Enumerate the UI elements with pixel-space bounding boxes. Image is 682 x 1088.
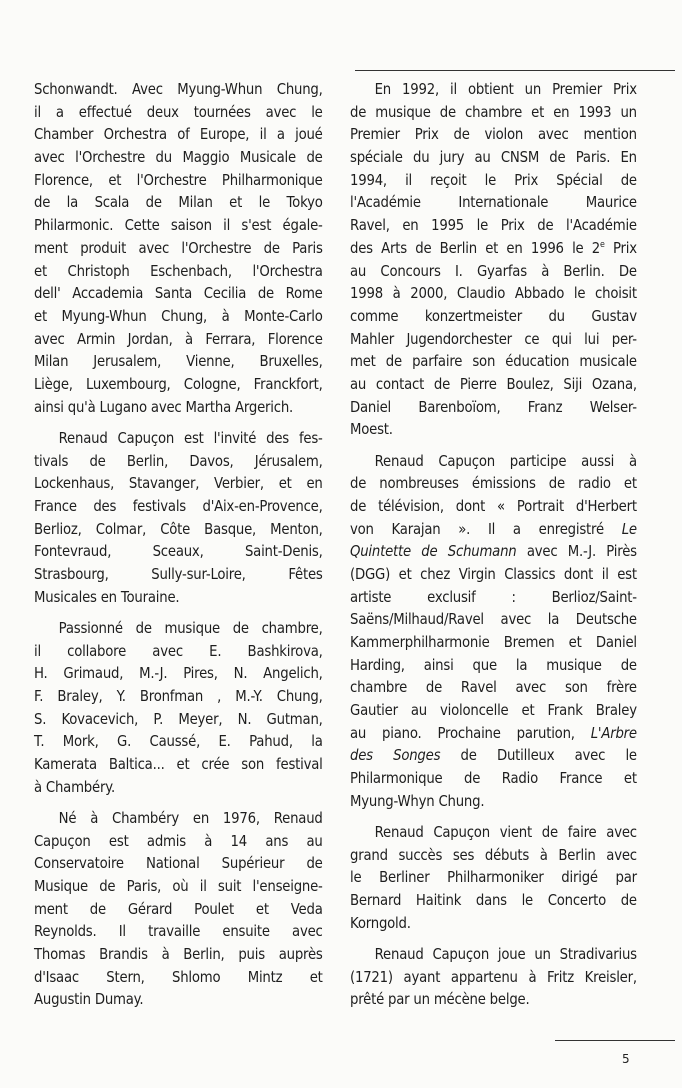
- text-line: ainsi qu'à Lugano avec Martha Argerich.: [34, 397, 294, 416]
- text-line: Florence, et l'Orchestre Philharmonique: [34, 170, 323, 189]
- bottom-rule: [555, 1040, 675, 1041]
- text-line: ment de Gérard Poulet et Veda: [34, 899, 323, 918]
- text-line: le Berliner Philharmoniker dirigé par: [350, 868, 637, 887]
- text-line: au piano. Prochaine parution, L'Arbre: [350, 723, 637, 742]
- text-line: Conservatoire National Supérieur de: [34, 854, 323, 873]
- text-line: dell' Accademia Santa Cecilia de Rome: [34, 284, 323, 303]
- text-line: 1994, il reçoit le Prix Spécial de: [350, 170, 637, 189]
- text-line: Mahler Jugendorchester ce qui lui per-: [350, 329, 637, 348]
- text-line: Harding, ainsi que la musique de: [350, 655, 637, 674]
- text-line: l'Académie Internationale Maurice: [350, 193, 637, 212]
- text-line: En 1992, il obtient un Premier Prix: [374, 80, 637, 98]
- text-line: Premier Prix de violon avec mention: [350, 125, 637, 144]
- text-line: tivals de Berlin, Davos, Jérusalem,: [34, 451, 323, 470]
- text-line: Gautier au violoncelle et Frank Braley: [350, 701, 637, 720]
- text-line: comme konzertmeister du Gustav: [350, 306, 637, 325]
- text-line: Capuçon est admis à 14 ans au: [34, 831, 323, 850]
- left-column: [34, 78, 323, 1011]
- text-line: il collabore avec E. Bashkirova,: [34, 641, 323, 660]
- text-line: Kamerata Baltica... et crée son festival: [34, 754, 323, 773]
- text-line: Chamber Orchestra of Europe, il a joué: [34, 125, 323, 144]
- text-line: Liège, Luxembourg, Cologne, Franckfort,: [34, 374, 323, 393]
- left-paragraph: [34, 807, 323, 1011]
- text-line: (DGG) et chez Virgin Classics dont il est: [350, 564, 637, 583]
- text-line: Renaud Capuçon est l'invité des fes-: [58, 428, 323, 447]
- text-line: chambre de Ravel avec son frère: [350, 678, 637, 697]
- text-line: Renaud Capuçon joue un Stradivarius: [374, 944, 637, 963]
- text-line: Thomas Brandis à Berlin, puis auprès: [34, 944, 323, 963]
- right-paragraph: [350, 943, 637, 1011]
- text-line: Myung-Whyn Chung.: [350, 791, 485, 810]
- text-line: au contact de Pierre Boulez, Siji Ozana,: [350, 374, 637, 393]
- right-paragraph: [350, 821, 637, 934]
- text-line: Korngold.: [350, 913, 411, 932]
- left-paragraph: [34, 617, 323, 799]
- text-line: Moest.: [350, 420, 393, 439]
- text-line: Renaud Capuçon participe aussi à: [374, 451, 637, 470]
- text-line: Ravel, en 1995 le Prix de l'Académie: [350, 216, 637, 235]
- text-line: Reynolds. Il travaille ensuite avec: [34, 922, 323, 941]
- text-line: T. Mork, G. Caussé, E. Pahud, la: [34, 732, 323, 751]
- text-line: Renaud Capuçon vient de faire avec: [374, 823, 637, 841]
- page-number: 5: [622, 1052, 630, 1066]
- text-line: d'Isaac Stern, Shlomo Mintz et: [34, 967, 323, 986]
- text-line: Schonwandt. Avec Myung-Whun Chung,: [34, 80, 323, 98]
- text-line: Quintette de Schumann avec M.-J. Pirès: [350, 542, 637, 561]
- right-paragraph: [350, 78, 637, 441]
- text-line: Saëns/Milhaud/Ravel avec la Deutsche: [350, 610, 637, 629]
- text-line: des Songes de Dutilleux avec le: [350, 746, 637, 765]
- text-line: spéciale du jury au CNSM de Paris. En: [350, 148, 637, 167]
- text-line: avec l'Orchestre du Maggio Musicale de: [34, 148, 323, 167]
- text-line: à Chambéry.: [34, 777, 115, 796]
- text-line: Musicales en Touraine.: [34, 587, 180, 606]
- text-line: von Karajan ». Il a enregistré Le: [350, 519, 637, 538]
- text-line: Berlioz, Colmar, Côte Basque, Menton,: [34, 519, 323, 538]
- text-line: et Myung-Whun Chung, à Monte-Carlo: [34, 306, 323, 325]
- text-line: il a effectué deux tournées avec le: [34, 102, 323, 121]
- top-rule: [355, 70, 675, 71]
- text-line: H. Grimaud, M.-J. Pires, N. Angelich,: [34, 664, 323, 683]
- text-line: Kammerphilharmonie Bremen et Daniel: [350, 633, 637, 651]
- text-line: ment produit avec l'Orchestre de Paris: [34, 238, 323, 257]
- text-line: S. Kovacevich, P. Meyer, N. Gutman,: [34, 709, 323, 728]
- text-line: Fontevraud, Sceaux, Saint-Denis,: [34, 542, 323, 561]
- left-paragraph: [34, 78, 323, 418]
- right-column: [350, 78, 637, 1011]
- text-line: Augustin Dumay.: [34, 990, 144, 1009]
- text-line: grand succès ses débuts à Berlin avec: [350, 845, 637, 864]
- text-line: Philarmonique de Radio France et: [350, 769, 637, 788]
- left-paragraph: [34, 427, 323, 609]
- text-line: de musique de chambre et en 1993 un: [350, 102, 637, 121]
- text-line: avec Armin Jordan, à Ferrara, Florence: [34, 329, 323, 348]
- text-line: France des festivals d'Aix-en-Provence,: [34, 496, 323, 515]
- text-line: Strasbourg, Sully-sur-Loire, Fêtes: [34, 564, 323, 583]
- right-paragraph: [350, 450, 637, 813]
- text-line: Bernard Haitink dans le Concerto de: [350, 891, 637, 910]
- text-line: Lockenhaus, Stavanger, Verbier, et en: [34, 474, 323, 493]
- text-line: Musique de Paris, où il suit l'enseigne-: [34, 876, 323, 895]
- text-line: de la Scala de Milan et le Tokyo: [34, 193, 323, 212]
- text-line: met de parfaire son éducation musicale: [350, 352, 637, 371]
- text-line: des Arts de Berlin et en 1996 le 2e Prix: [350, 238, 637, 257]
- text-line: Passionné de musique de chambre,: [58, 618, 323, 637]
- text-line: de nombreuses émissions de radio et: [350, 474, 637, 493]
- text-line: au Concours I. Gyarfas à Berlin. De: [350, 261, 637, 280]
- text-line: de télévision, dont « Portrait d'Herbert: [350, 496, 637, 515]
- text-line: Daniel Barenboïom, Franz Welser-: [350, 397, 637, 416]
- text-line: Né à Chambéry en 1976, Renaud: [58, 808, 323, 827]
- text-line: artiste exclusif : Berlioz/Saint-: [350, 587, 637, 606]
- text-line: F. Braley, Y. Bronfman , M.-Y. Chung,: [34, 686, 323, 705]
- text-line: 1998 à 2000, Claudio Abbado le choisit: [350, 284, 637, 303]
- text-line: et Christoph Eschenbach, l'Orchestra: [34, 261, 323, 280]
- text-line: Philarmonic. Cette saison il s'est égale-: [34, 216, 323, 235]
- text-line: (1721) ayant appartenu à Fritz Kreisler,: [350, 967, 637, 986]
- text-line: prêté par un mécène belge.: [350, 990, 530, 1009]
- text-line: Milan Jerusalem, Vienne, Bruxelles,: [34, 352, 323, 371]
